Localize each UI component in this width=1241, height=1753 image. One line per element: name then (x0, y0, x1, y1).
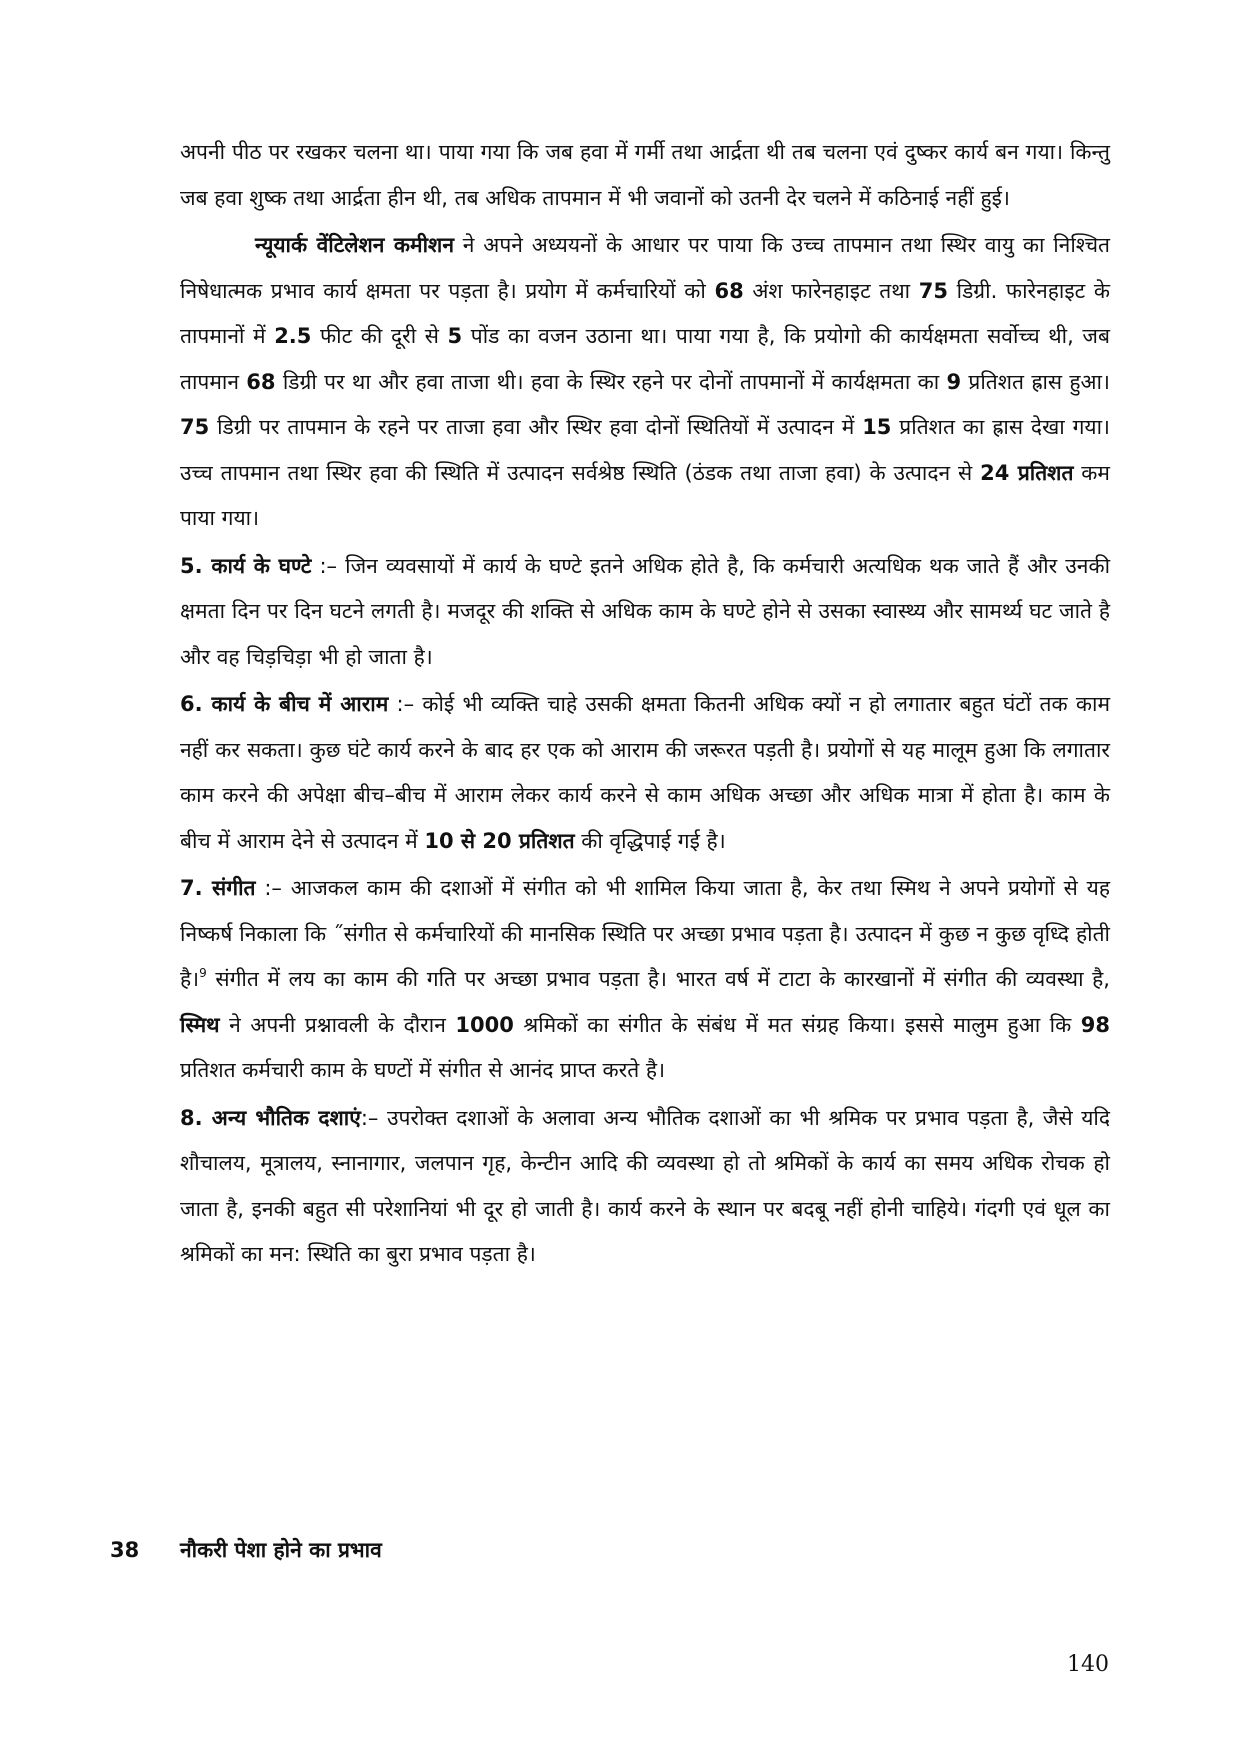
value-98: 98 (1080, 1012, 1110, 1037)
text-span: प्रतिशत कर्मचारी काम के घण्टों में संगीत से आनंद प्राप्त करते है। (180, 1058, 666, 1082)
text-span: :– कोई भी व्यक्ति चाहे उसकी क्षमता कितनी अधिक क्यों न हो लगातार बहुत घंटों तक काम नहीं कर सकता। कुछ घंटे कार्य करने के बाद हर एक को आराम की जरूरत पड़ती है। प्रयोगों से यह मालूम हुआ कि लगातार काम करने की अपेक्षा बीच–बीच में आराम लेकर कार्य करने से काम अधिक अच्छा और अधिक मात्रा में होता है। काम के बीच में आराम देने से उत्पादन में (180, 692, 1111, 853)
value-75: 75 (918, 278, 948, 303)
value-10-20-percent: 10 से 20 प्रतिशत (424, 828, 575, 853)
name-smith: स्मिथ (180, 1012, 220, 1037)
section-number: 38 (110, 1538, 140, 1562)
heading-rest-breaks: 6. कार्य के बीच में आराम (180, 692, 389, 716)
value-5: 5 (447, 324, 463, 348)
paragraph-music (180, 866, 1110, 1094)
text-span: :– जिन व्यवसायों में कार्य के घण्टे इतने अधिक होते है, कि कर्मचारी अत्यधिक थक जाते हैं और उनकी क्षमता दिन पर दिन घटने लगती है। मजदूर की शक्ति से अधिक काम के घण्टे होने से उसका स्वास्थ्य और सामर्थ्य घट जाते है और वह चिड़चिड़ा भी हो जाता है। (180, 553, 1111, 669)
value-1000: 1000 (455, 1012, 514, 1037)
text-span: कम पाया गया। (180, 460, 1110, 530)
text-span: डिग्री पर था और हवा ताजा थी। हवा के स्थिर रहने पर दोनों तापमानों में कार्यक्षमता का (275, 369, 947, 394)
text-span: अंश फारेनहाइट तथा (743, 278, 919, 303)
text-span: संगीत में लय का काम की गति पर अच्छा प्रभाव पड़ता है। भारत वर्ष में टाटा के कारखानों में संगीत की व्यवस्था है, (206, 967, 1110, 991)
value-2-5: 2.5 (274, 324, 312, 348)
text-span: ने अपने अध्ययनों के आधार पर पाया कि उच्च तापमान तथा स्थिर वायु का निश्चित निषेधात्मक प्रभाव कार्य क्षमता पर पड़ता है। प्रयोग में कर्मचारियों को (180, 233, 1110, 303)
paragraph-ventilation-commission (180, 223, 1110, 542)
text-span: :– आजकल काम की दशाओं में संगीत को भी शामिल किया जाता है, केर तथा स्मिथ ने अपने प्रयोगों से यह निष्कर्ष निकाला कि ˝संगीत से कर्मचारियों की मानसिक स्थिति पर अच्छा प्रभाव पड़ता है। उत्पादन में कुछ न कुछ वृध्दि होती है। (180, 876, 1110, 991)
page-body (180, 130, 1110, 1280)
text-span: डिग्री पर तापमान के रहने पर ताजा हवा और स्थिर हवा दोनों स्थितियों में उत्पादन में (209, 415, 863, 439)
paragraph-intro: अपनी पीठ पर रखकर चलना था। पाया गया कि जब हवा में गर्मी तथा आर्द्रता थी तब चलना एवं दुष्कर कार्य बन गया। किन्तु जब हवा शुष्क तथा आर्द्रता हीन थी, तब अधिक तापमान में भी जवानों को उतनी देर चलने में कठिनाई नहीं हुई। (180, 140, 1110, 210)
heading-working-hours: 5. कार्य के घण्टे (180, 553, 312, 578)
text-span: फीट की दूरी से (311, 324, 448, 348)
text-span: श्रमिकों का संगीत के संबंध में मत संग्रह किया। इससे मालुम हुआ कि (513, 1012, 1081, 1037)
value-24-percent: 24 प्रतिशत (980, 460, 1074, 485)
paragraph-working-hours (180, 544, 1110, 681)
commission-name: न्यूयार्क वेंटिलेशन कमीशन (255, 233, 454, 257)
text-span: प्रतिशत का ह्रास देखा गया। उच्च तापमान तथा स्थिर हवा की स्थिति में उत्पादन सर्वश्रेष्ठ स्थिति (ठंडक तथा ताजा हवा) के उत्पादन से (180, 415, 1110, 485)
text-span: प्रतिशत ह्रास हुआ। (961, 369, 1110, 394)
value-68: 68 (714, 278, 744, 303)
paragraph-rest-breaks (180, 682, 1110, 864)
text-span: की वृद्धिपाई गई है। (574, 828, 726, 853)
page-number: 140 (1067, 1652, 1109, 1677)
footnote-marker: 9 (199, 966, 207, 980)
text-span: डिग्री. फारेनहाइट के तापमानों में (180, 278, 1110, 348)
text-span: ने अपनी प्रश्नावली के दौरान (219, 1012, 456, 1037)
section-heading (110, 1535, 382, 1565)
text-span: पोंड का वजन उठाना था। पाया गया है, कि प्रयोगो की कार्यक्षमता सर्वोच्च थी, जब तापमान (180, 324, 1110, 394)
text-span: :– उपरोक्त दशाओं के अलावा अन्य भौतिक दशाओं का भी श्रमिक पर प्रभाव पड़ता है, जैसे यदि शौचालय, मूत्रालय, स्नानागार, जलपान गृह, केन्टीन आदि की व्यवस्था हो तो श्रमिकों के कार्य का समय अधिक रोचक हो जाता है, इनकी बहुत सी परेशानियां भी दूर हो जाती है। कार्य करने के स्थान पर बदबू नहीं होनी चाहिये। गंदगी एवं धूल का श्रमिकों का मन: स्थिति का बुरा प्रभाव पड़ता है। (180, 1105, 1110, 1266)
value-68: 68 (246, 369, 276, 394)
value-15: 15 (862, 415, 892, 439)
heading-other-conditions: 8. अन्य भौतिक दशाएं (180, 1105, 361, 1130)
value-75: 75 (180, 415, 210, 439)
heading-music: 7. संगीत (180, 876, 256, 900)
value-9: 9 (946, 369, 962, 394)
paragraph-other-conditions (180, 1096, 1110, 1278)
section-title: नौकरी पेशा होने का प्रभाव (180, 1538, 382, 1562)
